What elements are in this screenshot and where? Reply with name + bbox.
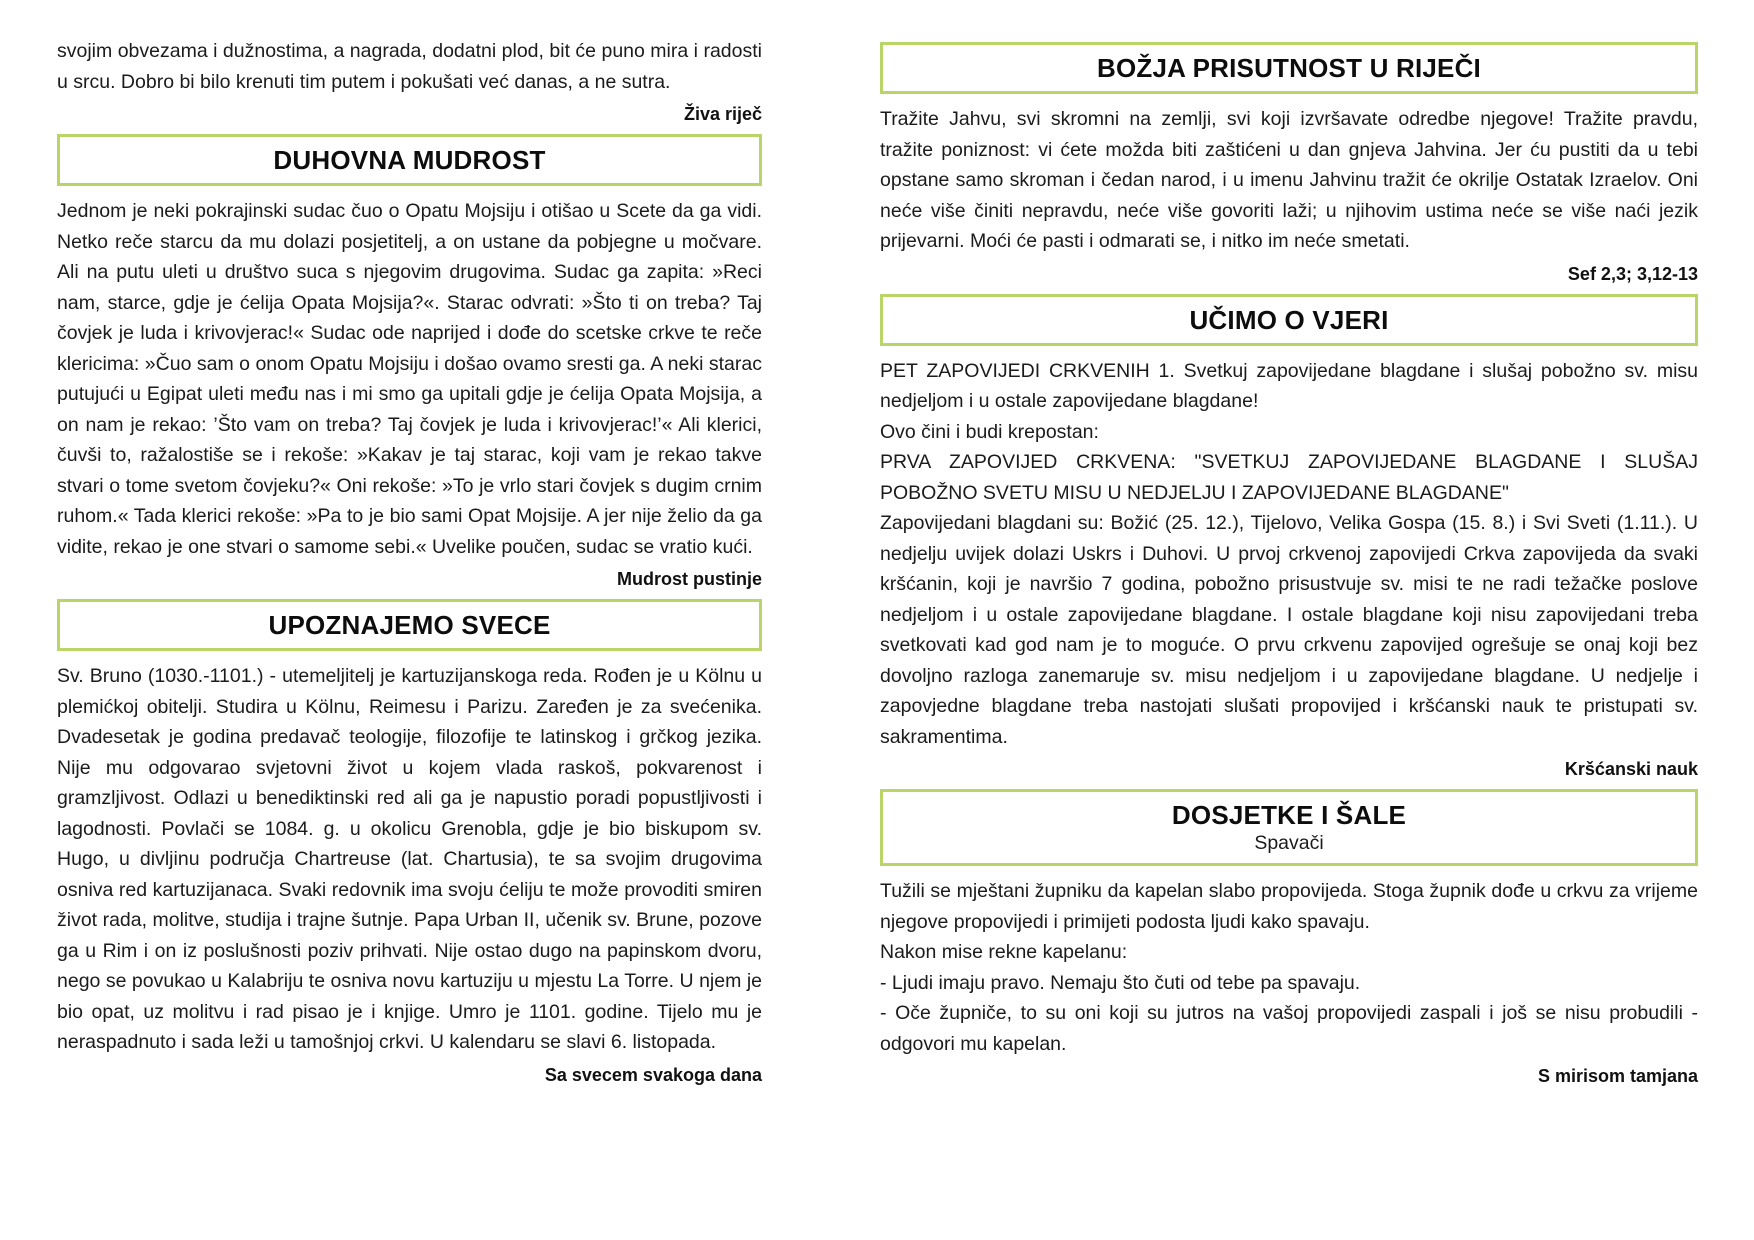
section-header-ucimo-o-vjeri xyxy=(880,294,1698,346)
section-header-upoznajemo-svece xyxy=(57,599,762,651)
intro-continuation-paragraph: svojim obvezama i dužnostima, a nagrada, dodatni plod, bit će puno mira i radosti u srcu. Dobro bi bilo krenuti tim putem i pokušati već danas, a ne sutra. xyxy=(57,40,762,93)
joke-dialogue-line: - Oče župniče, to su oni koji su jutros na vašoj propovijedi zaspali i još se nisu probudili - odgovori mu kapelan. xyxy=(880,1002,1698,1055)
source-attribution-krscanski-nauk: Kršćanski nauk xyxy=(1564,759,1698,779)
joke-paragraph: Tužili se mještani župniku da kapelan slabo propovijeda. Stoga župnik dođe u crkvu za vrijeme njegove propovijedi i primijeti podosta ljudi kako spavaju. xyxy=(880,880,1698,933)
scripture-paragraph: Tražite Jahvu, svi skromni na zemlji, svi koji izvršavate odredbe njegove! Tražite pravdu, tražite poniznost: vi ćete možda biti zaštićeni u dan gnjeva Jahvina. Jer ću pustiti da u tebi opstane samo skroman i čedan narod, i u imenu Jahvinu tražit će okrilje Ostatak Izraelov. Oni neće više činiti nepravdu, neće više govoriti laži; u njihovim ustima neće se više naći jezik prijevarni. Moći će pasti i odmarati se, i nitko im neće smetati. xyxy=(880,108,1698,252)
section-header-bozja-prisutnost xyxy=(880,42,1698,94)
section-title: DOSJETKE I ŠALE xyxy=(1171,800,1407,830)
catechism-paragraph: Ovo čini i budi krepostan: xyxy=(880,420,1099,443)
right-column xyxy=(880,36,1698,1240)
section-subtitle-spavaci: Spavači xyxy=(1254,832,1324,854)
section-title: UPOZNAJEMO SVECE xyxy=(268,610,551,640)
section-title: UČIMO O VJERI xyxy=(1189,304,1389,335)
source-attribution-sa-svecem: Sa svecem svakoga dana xyxy=(544,1064,762,1085)
story-paragraph-opat-mojsije: Jednom je neki pokrajinski sudac čuo o Opatu Mojsiju i otišao u Scete da ga vidi. Netko reče starcu da mu dolazi posjetitelj, a on ustane da pobjegne u močvare. Ali na putu uleti u društvo suca s njegovim drugovima. Sudac ga zapita: »Reci nam, starce, gdje je ćelija Opata Mojsija?«. Starac odvrati: »Što ti on treba? Taj čovjek je luda i krivovjerac!« Sudac ode naprijed i dođe do scetske crkve te reče klericima: »Čuo sam o onom Opatu Mojsiju i došao ovamo sresti ga. A neki starac putujući u Egipat uleti među nas i mi smo ga upitali gdje je ćelija Opata Mojsija, a on nam je rekao: ’Što vam on treba? Taj čovjek je luda i krivovjerac!’« Ali klerici, čuvši to, ražalostiše se i rekoše: »Kakav je taj starac, koji vam je rekao takve stvari o tome svetom čovjeku?« Oni rekoše: »To je vrlo stari čovjek s dugim crnim ruhom.« Tada klerici rekoše: »Pa to je bio sami Opat Mojsije. A jer nije želio da ga vidite, rekao je one stvari o samome sebi.« Uvelike poučen, sudac se vratio kući. xyxy=(57,200,762,558)
section-header-duhovna-mudrost xyxy=(57,134,762,186)
catechism-paragraph: PET ZAPOVIJEDI CRKVENIH 1. Svetkuj zapovijedane blagdane i slušaj pobožno sv. misu nedjeljom i u ostale zapovijedane blagdane! xyxy=(880,359,1698,412)
story-paragraph-sv-bruno: Sv. Bruno (1030.-1101.) - utemeljitelj je kartuzijanskoga reda. Rođen je u Kölnu u plemićkoj obitelji. Studira u Kölnu, Reimesu i Parizu. Zaređen je za svećenika. Dvadesetak je godina predavač teologije, filozofije te latinskog i grčkog jezika. Nije mu odgovarao svjetovni život u kojem vlada raskoš, pokvarenost i gramzljivost. Odlazi u benediktinski red ali ga je napustio poradi popustljivosti i lagodnosti. Povlači se 1084. g. u okolicu Grenobla, gdje je bio biskupom sv. Hugo, u divljinu područja Chartreuse (lat. Chartusia), te sa svojim drugovima osniva red kartuzijanaca. Svaki redovnik ima svoju ćeliju te može provoditi smiren život rada, molitve, studija i trajne šutnje. Papa Urban II, učenik sv. Brune, pozove ga u Rim i on iz poslušnosti poziv prihvati. Nije ostao dugo na papinskom dvoru, nego se povukao u Kalabriju te osniva novu kartuziju u mjestu La Torre. U njem je bio opat, uz molitvu i rad pisao je i knjige. Umro je 1101. godine. Tijelo mu je neraspadnuto i sada leži u tamošnjoj crkvi. U kalendaru se slavi 6. listopada. xyxy=(57,665,762,1053)
left-column xyxy=(57,36,762,1240)
section-header-dosjetke-i-sale xyxy=(880,789,1698,866)
joke-dialogue-line: - Ljudi imaju pravo. Nemaju što čuti od tebe pa spavaju. xyxy=(880,971,1361,994)
source-attribution-s-mirisom-tamjana: S mirisom tamjana xyxy=(1537,1066,1698,1086)
source-attribution-ziva-rijec: Živa riječ xyxy=(683,104,762,124)
section-title: BOŽJA PRISUTNOST U RIJEČI xyxy=(1097,53,1481,83)
catechism-paragraph: PRVA ZAPOVIJED CRKVENA: "SVETKUJ ZAPOVIJEDANE BLAGDANE I SLUŠAJ POBOŽNO SVETU MISU U NEDJELJU I ZAPOVIJEDANE BLAGDANE" xyxy=(880,451,1698,504)
joke-paragraph: Nakon mise rekne kapelanu: xyxy=(880,941,1128,963)
section-title: DUHOVNA MUDROST xyxy=(273,145,546,175)
source-attribution-mudrost-pustinje: Mudrost pustinje xyxy=(617,569,762,589)
catechism-paragraph: Zapovijedani blagdani su: Božić (25. 12.), Tijelovo, Velika Gospa (15. 8.) i Svi Sveti (1.11.). U nedjelju uvijek dolazi Uskrs i Duhovi. U prvoj crkvenoj zapovijedi Crkva zapovijeda da svaki kršćanin, koji je navršio 7 godina, pobožno prisustvuje sv. misi te ne radi težačke poslove nedjeljom i u ostale zapovijedane blagdane. I ostale blagdane koji nisu zapovijedani treba svetkovati kad god nam je to moguće. O prvu crkvenu zapovijed ogrešuje se onaj koji bez dovoljno razloga zanemaruje sv. misu nedjeljom i u zapovijedane blagdane. U nedjelje i zapovjedne blagdane treba nastojati slušati propovijed i kršćanski nauk te pristupati sv. sakramentima. xyxy=(880,512,1698,748)
source-attribution-sef: Sef 2,3; 3,12-13 xyxy=(1567,263,1698,284)
